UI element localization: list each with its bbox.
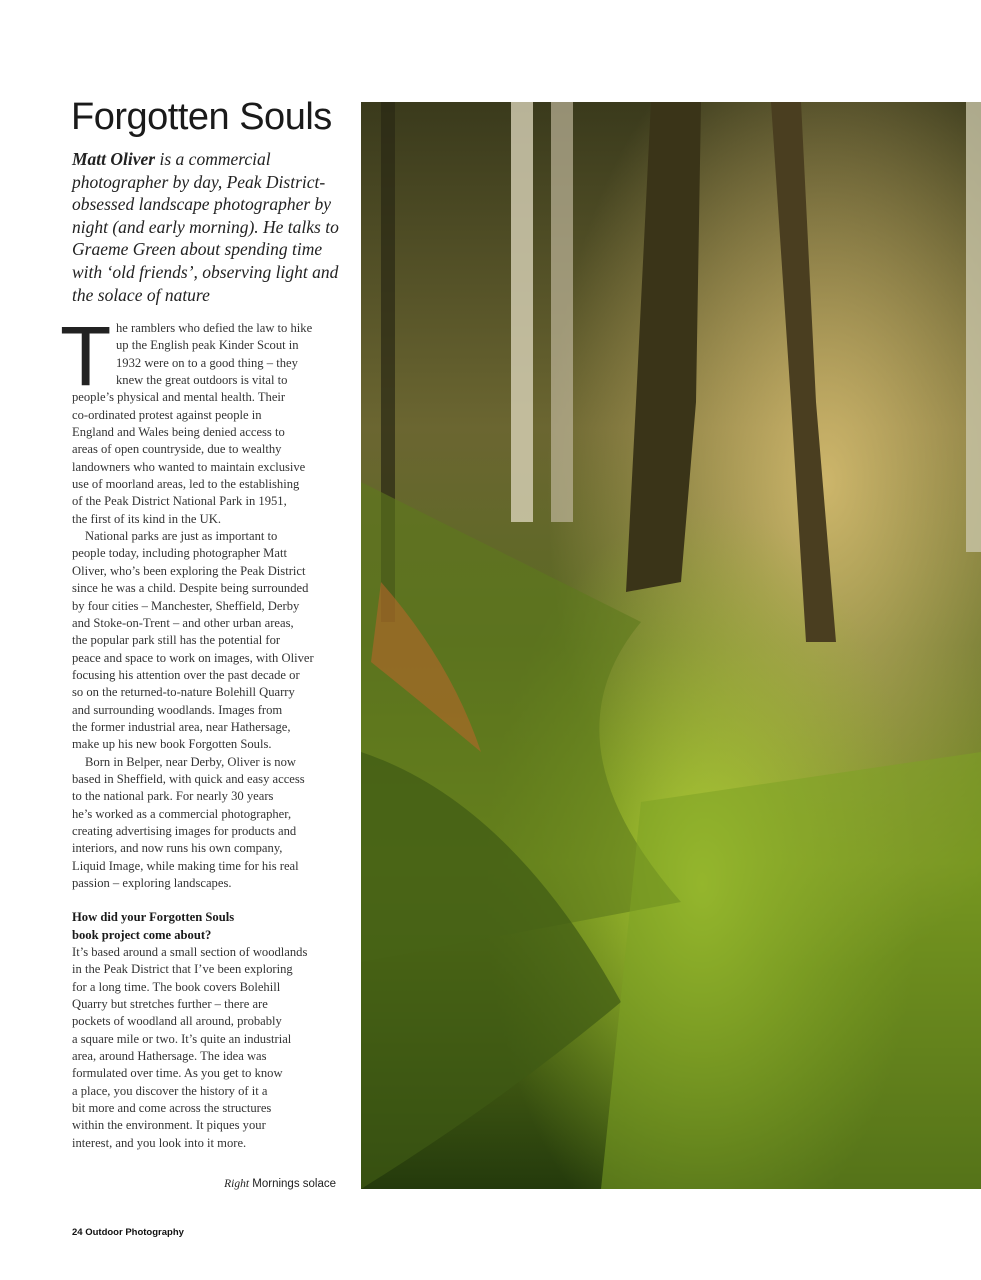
paragraph-1 — [72, 320, 342, 528]
text-line: 1932 were on to a good thing – they — [116, 355, 298, 370]
text-line: since he was a child. Despite being surrounded — [72, 581, 309, 596]
forest-photo — [361, 102, 981, 1189]
text-line: people’s physical and mental health. Their — [72, 390, 286, 405]
text-line: co-ordinated protest against people in — [72, 407, 262, 422]
text-line: National parks are just as important to — [85, 529, 278, 544]
interview-question — [72, 909, 342, 944]
caption-position: Right — [224, 1178, 250, 1190]
text-line: of the Peak District National Park in 1951, — [72, 494, 287, 509]
text-line: to the national park. For nearly 30 years — [72, 789, 274, 804]
caption-text: Mornings solace — [252, 1178, 336, 1190]
text-line: interiors, and now runs his own company, — [72, 841, 283, 856]
text-line: Born in Belper, near Derby, Oliver is now — [85, 754, 296, 769]
text-line: the popular park still has the potential for — [72, 633, 281, 648]
paragraph-2 — [72, 528, 342, 753]
drop-cap: T — [60, 309, 112, 403]
text-line: make up his new book Forgotten Souls. — [72, 737, 272, 752]
standfirst-text: is a commercial photographer by day, Peak District-obsessed landscape photographer by night (and early morning). He talks to Graeme Green about spending time with ‘old friends’, observing light and the solace of nature — [72, 149, 339, 305]
text-line: areas of open countryside, due to wealthy — [72, 442, 282, 457]
text-line: for a long time. The book covers Bolehill — [72, 979, 281, 994]
text-line: up the English peak Kinder Scout in — [116, 338, 299, 353]
standfirst — [72, 148, 352, 306]
text-line: the first of its kind in the UK. — [72, 511, 222, 526]
text-line: pockets of woodland all around, probably — [72, 1014, 282, 1029]
text-line: a place, you discover the history of it a — [72, 1083, 268, 1098]
magazine-name: Outdoor Photography — [85, 1227, 184, 1238]
text-line: book project come about? — [72, 927, 212, 942]
interview-answer — [72, 944, 342, 1152]
folio — [72, 1227, 184, 1238]
text-line: in the Peak District that I’ve been exploring — [72, 962, 293, 977]
text-line: creating advertising images for products and — [72, 823, 297, 838]
page-number: 24 — [72, 1227, 83, 1238]
text-line: based in Sheffield, with quick and easy access — [72, 771, 305, 786]
text-line: he’s worked as a commercial photographer, — [72, 806, 292, 821]
text-line: a square mile or two. It’s quite an industrial — [72, 1031, 292, 1046]
text-line: focusing his attention over the past decade or — [72, 667, 300, 682]
text-line: use of moorland areas, led to the establishing — [72, 477, 300, 492]
text-line: It’s based around a small section of woodlands — [72, 945, 308, 960]
text-line: the former industrial area, near Hathersage, — [72, 719, 291, 734]
text-line: Oliver, who’s been exploring the Peak District — [72, 563, 306, 578]
forest-photo-image — [361, 102, 981, 1189]
text-line: and surrounding woodlands. Images from — [72, 702, 283, 717]
text-line: Liquid Image, while making time for his real — [72, 858, 299, 873]
text-line: Quarry but stretches further – there are — [72, 997, 268, 1012]
text-line: within the environment. It piques your — [72, 1118, 266, 1133]
text-line: and Stoke-on-Trent – and other urban areas, — [72, 615, 294, 630]
text-line: by four cities – Manchester, Sheffield, Derby — [72, 598, 300, 613]
text-line: bit more and come across the structures — [72, 1101, 272, 1116]
text-line: area, around Hathersage. The idea was — [72, 1049, 267, 1064]
body-column — [72, 320, 342, 1152]
text-line: he ramblers who defied the law to hike — [116, 321, 313, 335]
text-line: knew the great outdoors is vital to — [116, 373, 288, 388]
text-line: How did your Forgotten Souls — [72, 910, 235, 925]
paragraph-3 — [72, 754, 342, 893]
text-line: landowners who wanted to maintain exclusive — [72, 459, 306, 474]
text-line: so on the returned-to-nature Bolehill Quarry — [72, 685, 295, 700]
text-line: interest, and you look into it more. — [72, 1135, 247, 1150]
text-line: passion – exploring landscapes. — [72, 876, 232, 890]
standfirst-name: Matt Oliver — [72, 149, 156, 169]
text-line: people today, including photographer Matt — [72, 546, 287, 561]
text-line: England and Wales being denied access to — [72, 425, 285, 440]
photo-caption — [224, 1178, 336, 1190]
text-line: peace and space to work on images, with Oliver — [72, 650, 314, 665]
article-title: Forgotten Souls — [71, 96, 332, 138]
text-line: formulated over time. As you get to know — [72, 1066, 283, 1081]
